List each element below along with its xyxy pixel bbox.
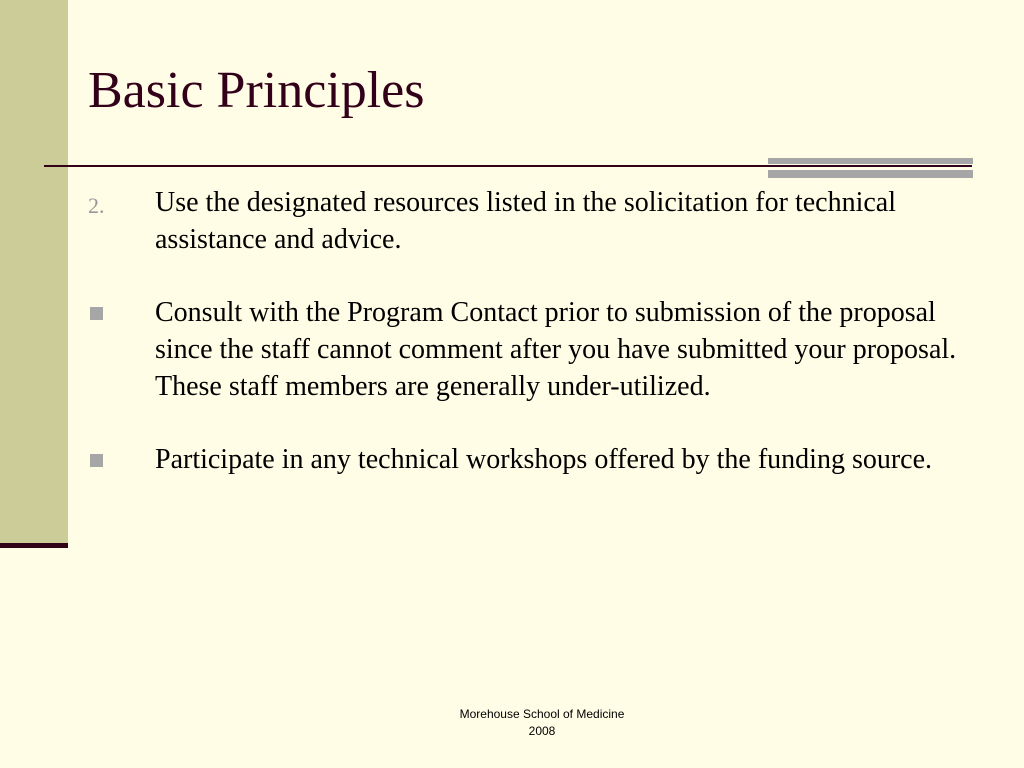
title-accent-bar-top	[768, 158, 973, 164]
left-accent-line	[0, 543, 68, 548]
bullet-item-2	[88, 294, 968, 405]
left-decorative-band	[0, 0, 68, 546]
title-accent-bar-bottom	[768, 170, 973, 178]
bullet-item-3	[88, 441, 968, 478]
slide-title: Basic Principles	[88, 62, 425, 119]
title-underline	[44, 165, 972, 167]
footer-organization: Morehouse School of Medicine	[459, 707, 625, 721]
footer-year: 2008	[528, 724, 556, 738]
bullet-text: Participate in any technical workshops offered by the funding source.	[155, 444, 933, 475]
slide-footer	[392, 706, 692, 740]
bullet-item-1	[88, 184, 968, 258]
square-bullet-icon	[90, 454, 103, 467]
slide-body	[88, 184, 968, 478]
square-bullet-icon	[90, 307, 103, 320]
bullet-number-marker: 2.	[88, 193, 105, 218]
bullet-text: Consult with the Program Contact prior to submission of the proposal since the staff cannot comment after you have submitted your proposal. These staff members are generally under-utilized.	[155, 297, 957, 402]
bullet-text: Use the designated resources listed in the solicitation for technical assistance and advice.	[155, 187, 896, 255]
